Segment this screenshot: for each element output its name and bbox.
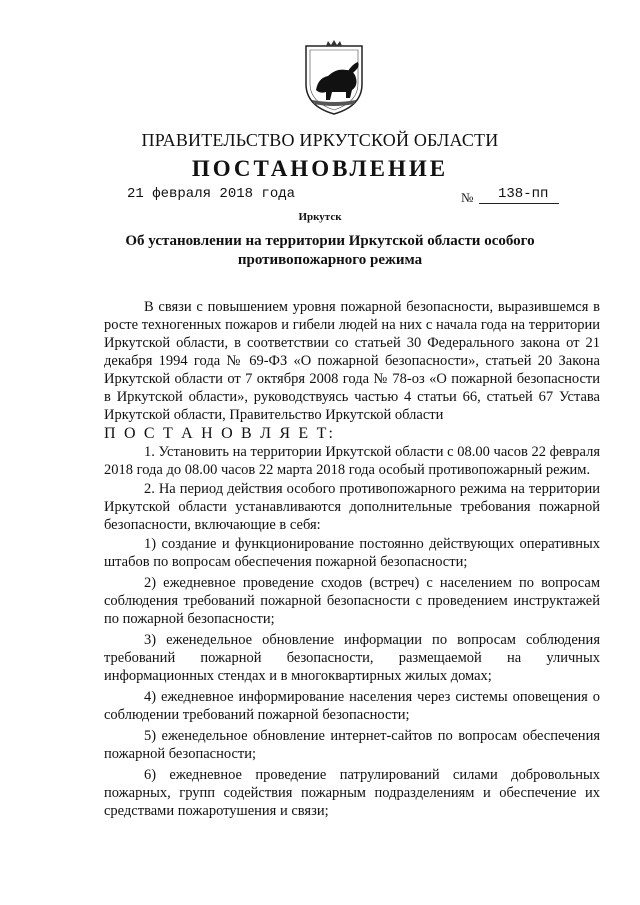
city-name: Иркутск [298,211,342,223]
requirement-item-5: 5) еженедельное обновление интернет-сайтов по вопросам обеспечения пожарной безопасности; [104,728,600,762]
document-number: 138-пп [498,186,549,202]
government-name: ПРАВИТЕЛЬСТВО ИРКУТСКОЙ ОБЛАСТИ [141,130,499,150]
document-date: 21 февраля 2018 года [127,186,296,202]
requirement-item-1: 1) создание и функционирование постоянно действующих оперативных штабов по вопросам обеспечения пожарной безопасности; [104,536,600,570]
number-underline [479,203,559,204]
requirement-item-4: 4) ежедневное информирование населения через системы оповещения о соблюдении требований пожарной безопасности; [104,689,600,723]
requirement-item-2: 2) ежедневное проведение сходов (встреч) с населением по вопросам соблюдения требований пожарной безопасности с проведением инструктажей по пожарной безопасности; [104,575,600,627]
paragraph-1: 1. Установить на территории Иркутской области с 08.00 часов 22 февраля 2018 года до 08.00 часов 22 марта 2018 года особый противопожарный режим. [104,444,600,478]
paragraph-2: 2. На период действия особого противопожарного режима на территории Иркутской области устанавливаются дополнительные требования пожарной безопасности, включающие в себя: [104,481,600,533]
coat-of-arms-icon [302,40,366,116]
requirement-item-6: 6) ежедневное проведение патрулирований силами добровольных пожарных, групп содействия пожарным подразделениям и обеспечение их средствами пожаротушения и связи; [104,767,600,819]
number-label: № [461,190,474,205]
preamble: В связи с повышением уровня пожарной безопасности, выразившемся в росте техногенных пожаров и гибели людей на них с начала года на территории Иркутской области, в соответствии со статьей 30 Федерального закона от 21 декабря 1994 года № 69-ФЗ «О пожарной безопасности», статьей 20 Закона Иркутской области от 7 октября 2008 года № 78-оз «О пожарной безопасности в Иркутской области», руководствуясь частью 4 статьи 66, статьей 67 Устава Иркутской области, Правительство Иркутской области [104,299,600,423]
document-body [104,298,600,823]
document-title: Об установлении на территории Иркутской области особого противопожарного режима [125,233,535,268]
requirement-item-3: 3) еженедельное обновление информации по вопросам соблюдения требований пожарной безопасности, размещаемой на уличных информационных стендах и в многоквартирных жилых домах; [104,632,600,684]
resolves-heading: П О С Т А Н О В Л Я Е Т: [104,425,336,442]
document-type: ПОСТАНОВЛЕНИЕ [191,156,449,181]
